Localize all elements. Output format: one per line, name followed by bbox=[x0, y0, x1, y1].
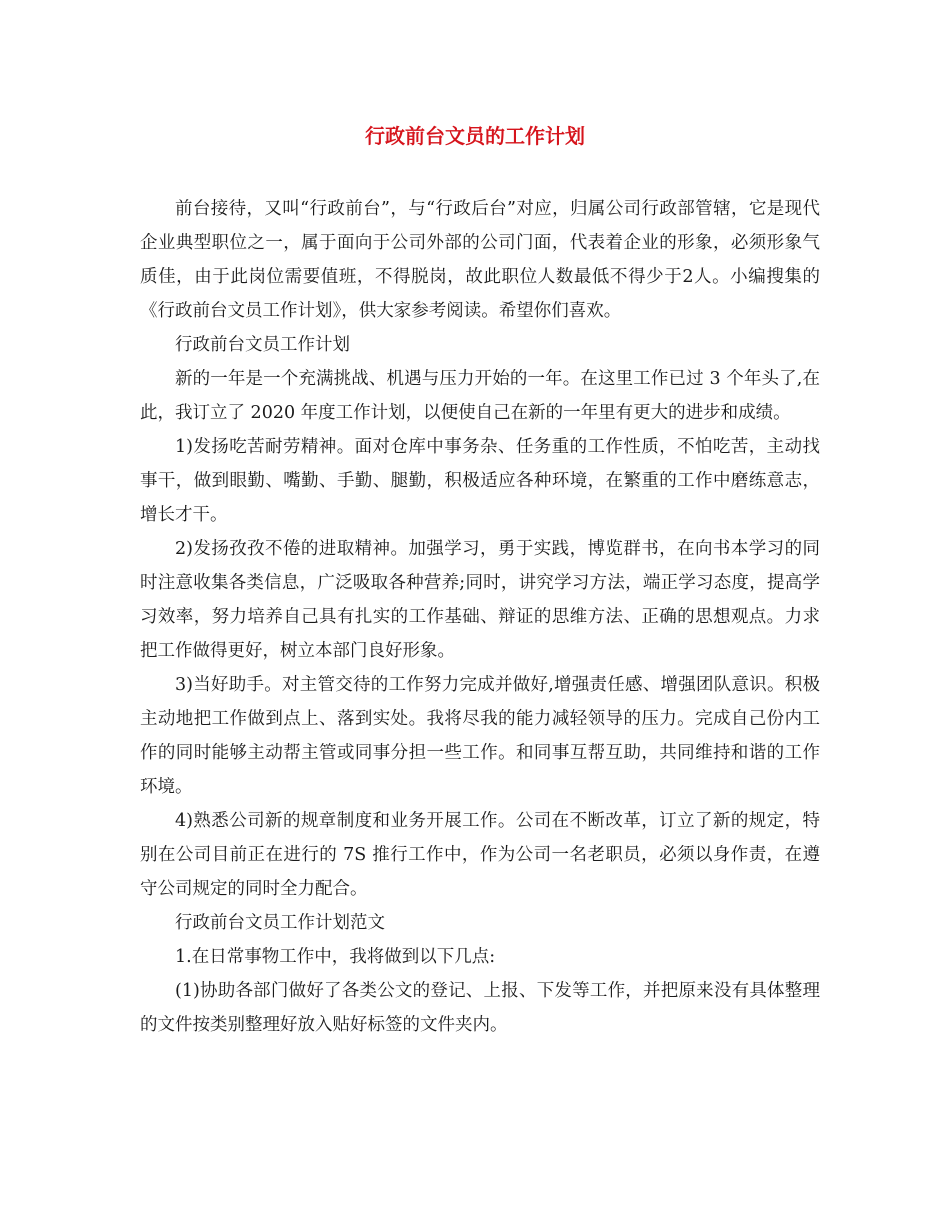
section-heading-plan: 行政前台文员工作计划 bbox=[175, 335, 350, 355]
paragraph-item-1: 1)发扬吃苦耐劳精神。面对仓库中事务杂、任务重的工作性质，不怕吃苦，主动找事干，做到眼勤、嘴勤、手勤、腿勤，积极适应各种环境，在繁重的工作中磨练意志，增长才干。 bbox=[140, 437, 820, 525]
paragraph-item-4: 4)熟悉公司新的规章制度和业务开展工作。公司在不断改革，订立了新的规定，特别在公司目前正在进行的 7S 推行工作中，作为公司一名老职员，必须以身作责，在遵守公司规定的同时全力配合。 bbox=[140, 811, 820, 899]
paragraph-item-2: 2)发扬孜孜不倦的进取精神。加强学习，勇于实践，博览群书，在向书本学习的同时注意收集各类信息，广泛吸取各种营养;同时，讲究学习方法，端正学习态度，提高学习效率，努力培养自己具有扎实的工作基础、辩证的思维方法、正确的思想观点。力求把工作做得更好，树立本部门良好形象。 bbox=[140, 539, 820, 661]
paragraph-sub-item-1: (1)协助各部门做好了各类公文的登记、上报、下发等工作，并把原来没有具体整理的文件按类别整理好放入贴好标签的文件夹内。 bbox=[140, 981, 820, 1035]
paragraph-new-year: 新的一年是一个充满挑战、机遇与压力开始的一年。在这里工作已过 3 个年头了,在此，我订立了 2020 年度工作计划，以便使自己在新的一年里有更大的进步和成绩。 bbox=[140, 369, 820, 423]
document-title: 行政前台文员的工作计划 bbox=[365, 124, 585, 148]
paragraph-daily-work: 1.在日常事物工作中，我将做到以下几点: bbox=[175, 947, 496, 967]
document-body bbox=[140, 192, 820, 1042]
paragraph-item-3: 3)当好助手。对主管交待的工作努力完成并做好,增强责任感、增强团队意识。积极主动地把工作做到点上、落到实处。我将尽我的能力减轻领导的压力。完成自己份内工作的同时能够主动帮主管或同事分担一些工作。和同事互帮互助，共同维持和谐的工作环境。 bbox=[140, 675, 820, 797]
section-heading-sample: 行政前台文员工作计划范文 bbox=[175, 913, 385, 933]
paragraph-intro: 前台接待，又叫“行政前台”，与“行政后台”对应，归属公司行政部管辖，它是现代企业典型职位之一，属于面向于公司外部的公司门面，代表着企业的形象，必须形象气质佳，由于此岗位需要值班，不得脱岗，故此职位人数最低不得少于2人。小编搜集的《行政前台文员工作计划》，供大家参考阅读。希望你们喜欢。 bbox=[140, 199, 820, 321]
